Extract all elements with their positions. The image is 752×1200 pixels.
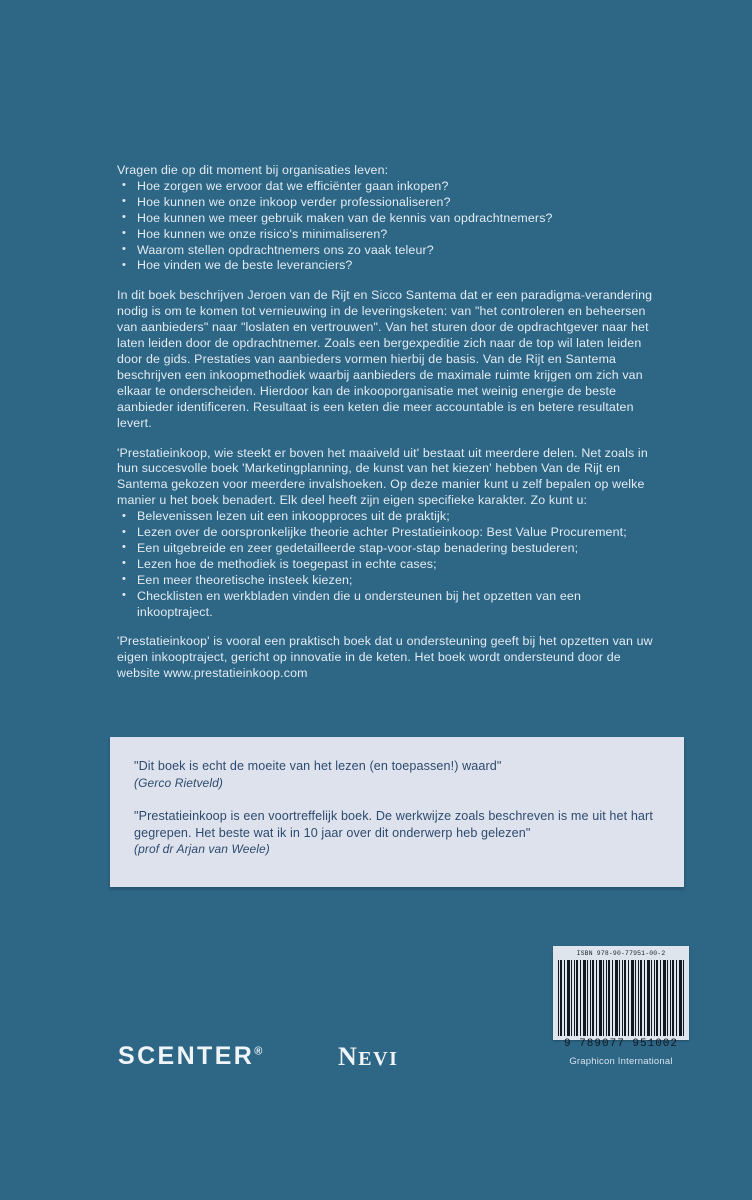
scenter-logo — [118, 1042, 262, 1071]
description-paragraph — [117, 288, 657, 431]
endorsement-quote: "Prestatieinkoop is een voortreffelijk boek. De werkwijze zoals beschreven is me uit het hart gegrepen. Het beste wat ik in 10 jaar over dit onderwerp heb gelezen" — [134, 809, 653, 840]
endorsement-quote: "Dit boek is echt de moeite van het lezen (en toepassen!) waard" — [134, 759, 502, 773]
endorsement-1 — [134, 758, 658, 791]
closing-paragraph — [117, 634, 657, 682]
intro-lead-in: Vragen die op dit moment bij organisaties leven: — [117, 163, 389, 177]
barcode-digits: 9 789077 951002 — [563, 1038, 679, 1050]
intro-bullet-list — [117, 179, 657, 274]
list-item: • Hoe zorgen we ervoor dat we efficiënter gaan inkopen? — [117, 179, 657, 195]
endorsement-box — [110, 737, 684, 887]
list-item: • Checklisten en werkbladen vinden die u ondersteunen bij het opzetten van een inkooptraject. — [117, 589, 657, 621]
nevi-logo — [338, 1042, 398, 1072]
endorsement-attribution: (Gerco Rietveld) — [134, 775, 223, 790]
closing-text: 'Prestatieinkoop' is vooral een praktisch boek dat u ondersteuning geeft bij het opzetten van uw eigen inkooptraject, gericht op innovatie in de keten. Het boek wordt ondersteund door de website www.prestatieinkoop.com — [117, 634, 653, 681]
list-item: • Hoe kunnen we onze inkoop verder professionaliseren? — [117, 195, 657, 211]
barcode-block — [553, 946, 689, 1076]
list-item: • Hoe kunnen we onze risico's minimaliseren? — [117, 227, 657, 243]
intro-block — [117, 163, 657, 274]
list-item: • Lezen hoe de methodiek is toegepast in echte cases; — [117, 557, 657, 573]
structure-paragraph — [117, 446, 657, 621]
structure-bullet-list — [117, 509, 657, 620]
scenter-wordmark: SCENTER — [118, 1042, 255, 1070]
endorsement-attribution: (prof dr Arjan van Weele) — [134, 842, 270, 856]
list-item: • Belevenissen lezen uit een inkoopproces uit de praktijk; — [117, 509, 657, 525]
cover-copy — [117, 163, 657, 682]
list-item: • Hoe kunnen we meer gebruik maken van de kennis van opdrachtnemers? — [117, 211, 657, 227]
isbn-text: ISBN 978-90-77951-00-2 — [576, 950, 666, 957]
structure-text: 'Prestatieinkoop, wie steekt er boven het maaiveld uit' bestaat uit meerdere delen. Net zoals in hun succesvolle boek 'Marketingplanning, de kunst van het kiezen' hebben Van de Rijt en Santema gekozen voor meerdere invalshoeken. Op deze manier kunt u zelf bepalen op welke manier u het boek benadert. Elk deel heeft zijn eigen specifieke karakter. Zo kunt u: — [117, 445, 648, 508]
barcode-card — [553, 946, 689, 1040]
list-item: • Een uitgebreide en zeer gedetailleerde stap-voor-stap benadering bestuderen; — [117, 541, 657, 557]
list-item: • Hoe vinden we de beste leveranciers? — [117, 258, 657, 274]
barcode-bars-icon — [558, 960, 684, 1036]
nevi-wordmark-rest: EVI — [358, 1048, 399, 1070]
nevi-wordmark-first: N — [338, 1042, 359, 1071]
list-item: • Waarom stellen opdrachtnemers ons zo vaak teleur? — [117, 243, 657, 259]
logo-row — [118, 1042, 448, 1082]
endorsement-2 — [134, 808, 658, 858]
list-item: • Lezen over de oorspronkelijke theorie achter Prestatieinkoop: Best Value Procurement; — [117, 525, 657, 541]
list-item: • Een meer theoretische insteek kiezen; — [117, 573, 657, 589]
registered-trademark-icon: ® — [254, 1045, 263, 1058]
barcode-caption: Graphicon International — [569, 1056, 673, 1067]
description-text: In dit boek beschrijven Jeroen van de Rijt en Sicco Santema dat er een paradigma-verandering nodig is om te komen tot vernieuwing in de leveringsketen: van "het controleren en beheersen van aanbieders" naar "loslaten en vertrouwen". Van het sturen door de opdrachtgever naar het laten leiden door de opdrachtnemer. Zoals een bergexpeditie zich naar de top wil laten leiden door de gids. Prestaties van aanbieders vormen hierbij de basis. Van de Rijt en Santema beschrijven een inkoopmethodiek waarbij aanbieders de maximale ruimte krijgen om zich van elkaar te onderscheiden. Hierdoor kan de inkooporganisatie met weinig energie de beste aanbieder identificeren. Resultaat is een keten die meer accountable is en betere resultaten levert. — [117, 288, 653, 430]
